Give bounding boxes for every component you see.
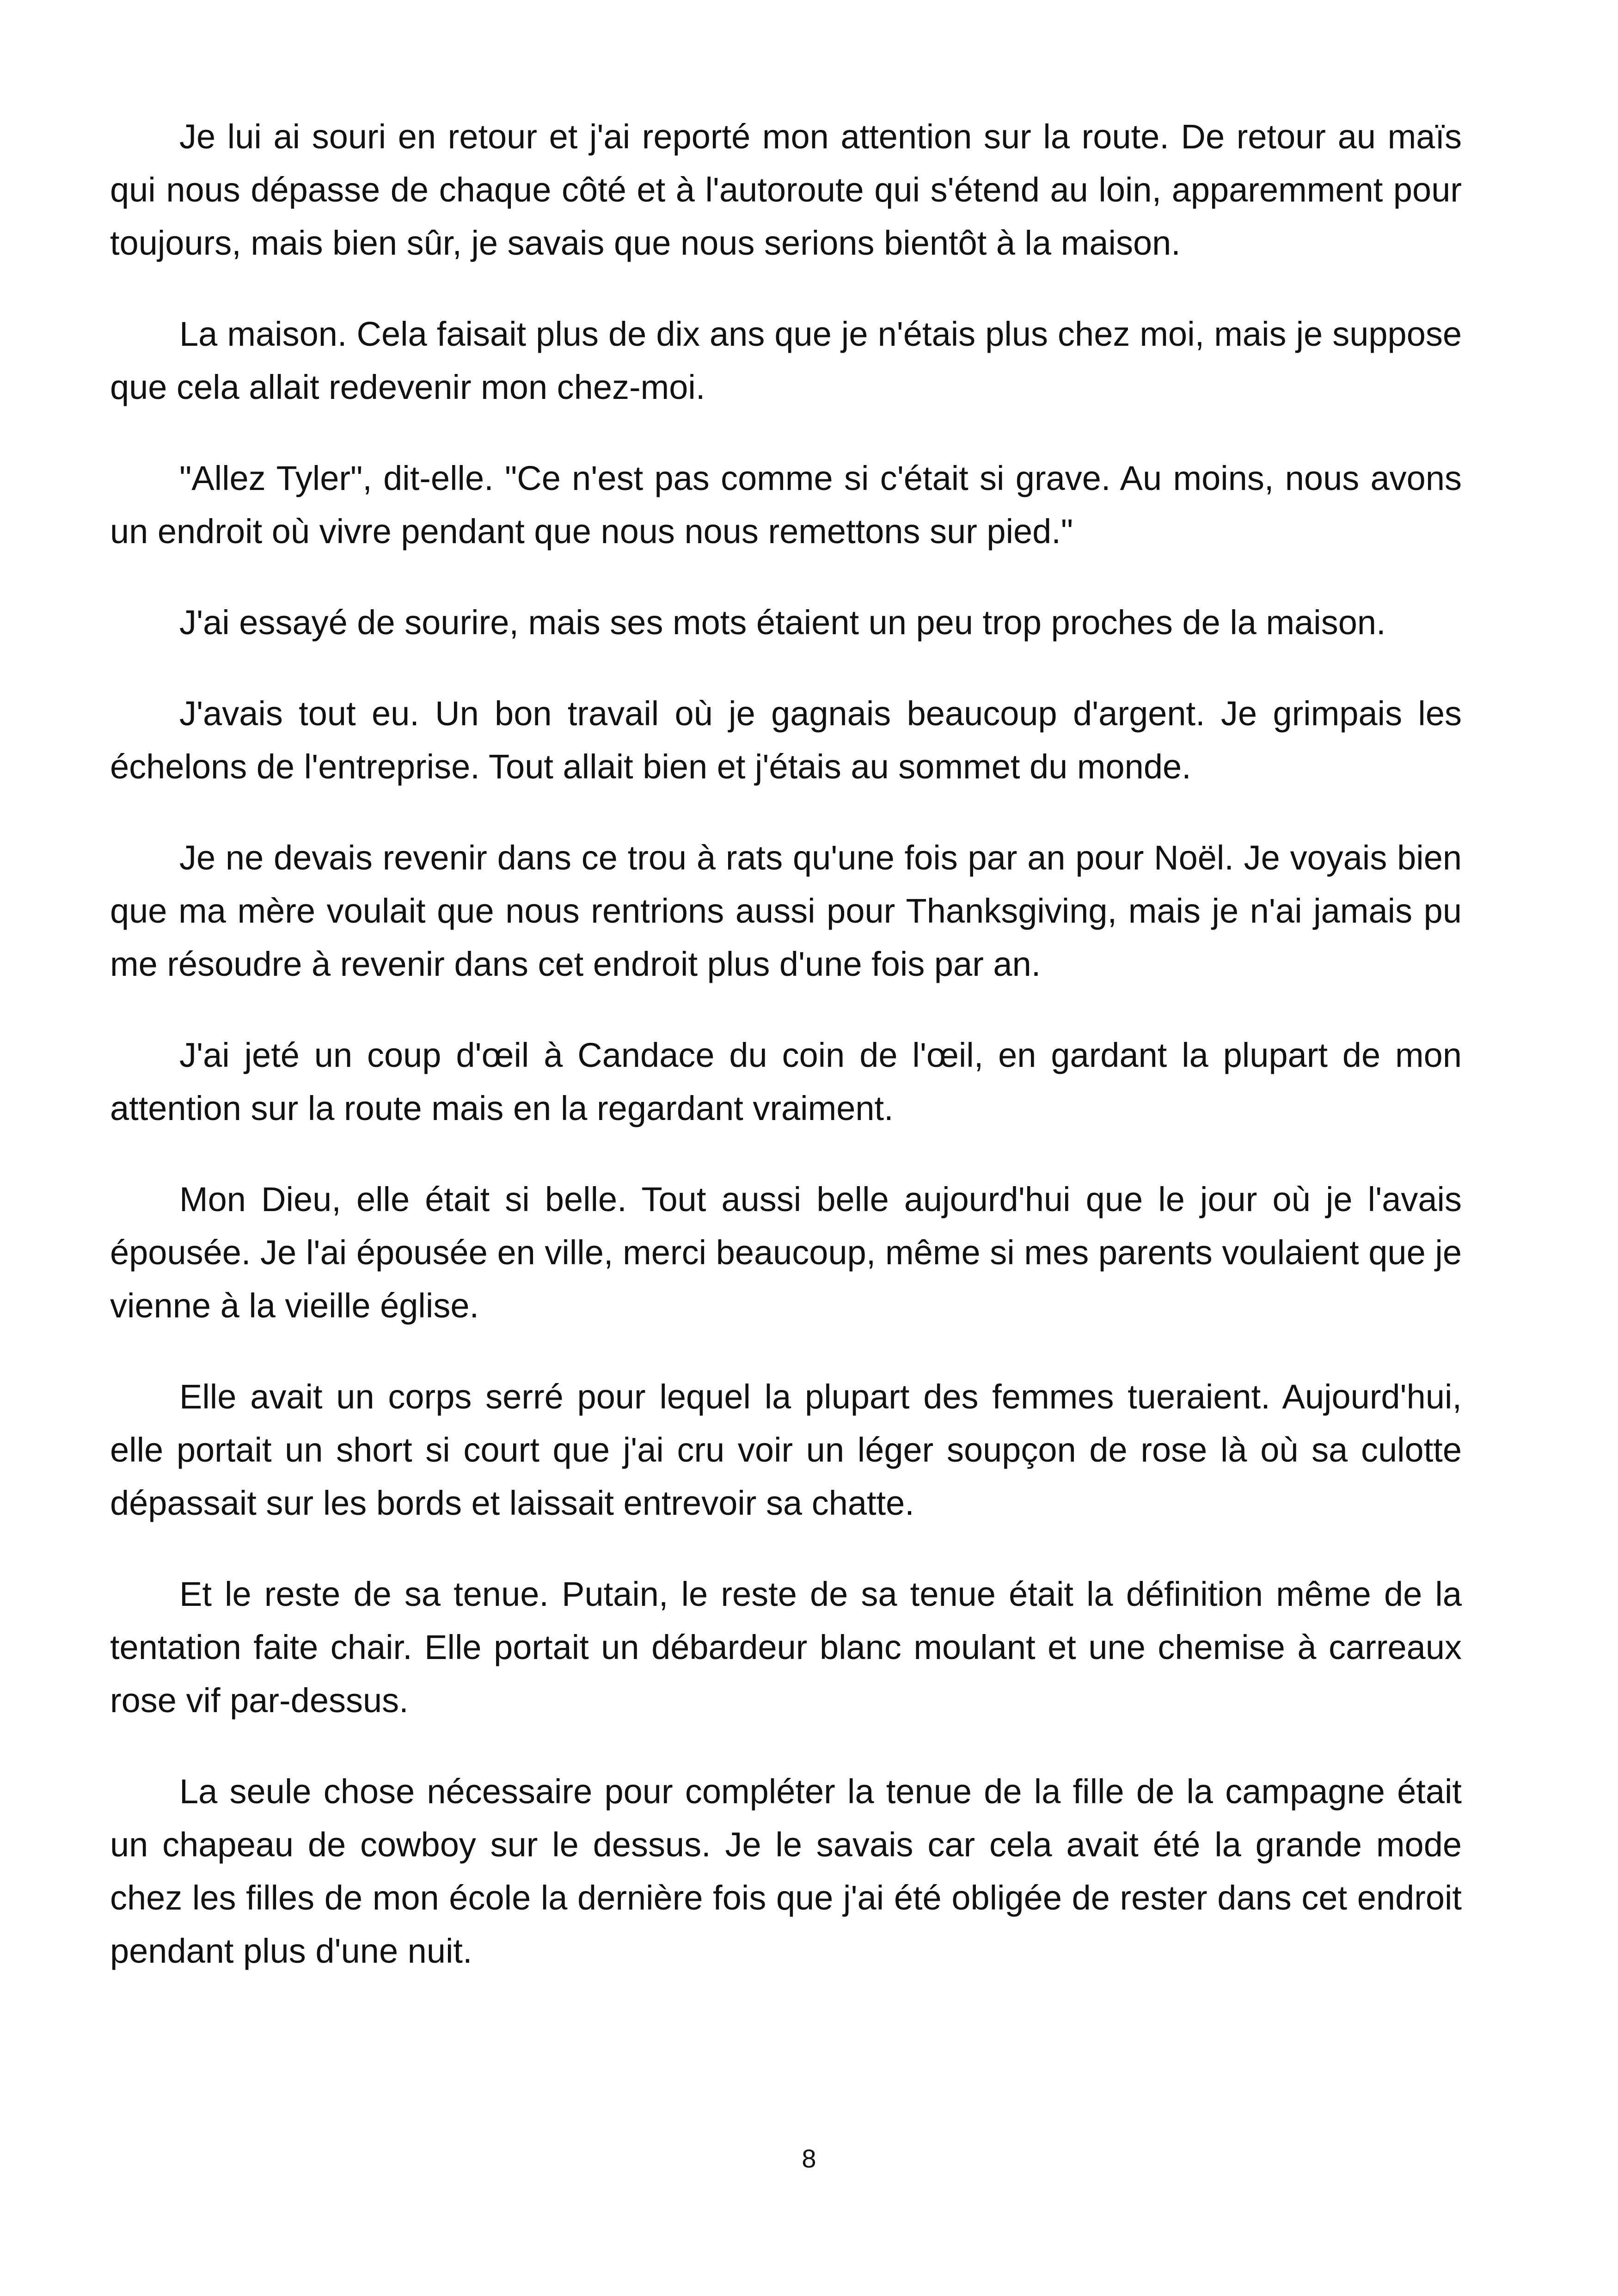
paragraph-5: J'avais tout eu. Un bon travail où je gagnais beaucoup d'argent. Je grimpais les échelons de l'entreprise. Tout allait bien et j'étais au sommet du monde.	[110, 694, 1462, 786]
paragraph-4: J'ai essayé de sourire, mais ses mots étaient un peu trop proches de la maison.	[179, 603, 1386, 642]
page-number: 8	[802, 2144, 816, 2173]
paragraph-1: Je lui ai souri en retour et j'ai reporté mon attention sur la route. De retour au maïs qui nous dépasse de chaque côté et à l'autoroute qui s'étend au loin, apparemment pour toujours, mais bien sûr, je savais que nous serions bientôt à la maison.	[110, 117, 1462, 262]
paragraph-2: La maison. Cela faisait plus de dix ans que je n'étais plus chez moi, mais je suppose que cela allait redevenir mon chez-moi.	[110, 315, 1462, 406]
paragraph-6: Je ne devais revenir dans ce trou à rats qu'une fois par an pour Noël. Je voyais bien que ma mère voulait que nous rentrions aussi pour Thanksgiving, mais je n'ai jamais pu me résoudre à revenir dans cet endroit plus d'une fois par an.	[110, 839, 1462, 983]
paragraph-8: Mon Dieu, elle était si belle. Tout aussi belle aujourd'hui que le jour où je l'avais épousée. Je l'ai épousée en ville, merci beaucoup, même si mes parents voulaient que je vienne à la vieille église.	[110, 1180, 1462, 1325]
paragraph-11: La seule chose nécessaire pour compléter la tenue de la fille de la campagne était un chapeau de cowboy sur le dessus. Je le savais car cela avait été la grande mode chez les filles de mon école la dernière fois que j'ai été obligée de rester dans cet endroit pendant plus d'une nuit.	[110, 1772, 1462, 1970]
paragraph-7: J'ai jeté un coup d'œil à Candace du coin de l'œil, en gardant la plupart de mon attention sur la route mais en la regardant vraiment.	[110, 1036, 1462, 1127]
body-text	[110, 110, 1462, 2015]
paragraph-9: Elle avait un corps serré pour lequel la plupart des femmes tueraient. Aujourd'hui, elle portait un short si court que j'ai cru voir un léger soupçon de rose là où sa culotte dépassait sur les bords et laissait entrevoir sa chatte.	[110, 1378, 1462, 1522]
paragraph-3: "Allez Tyler", dit-elle. "Ce n'est pas comme si c'était si grave. Au moins, nous avons un endroit où vivre pendant que nous nous remettons sur pied."	[110, 459, 1462, 551]
paragraph-10: Et le reste de sa tenue. Putain, le reste de sa tenue était la définition même de la tentation faite chair. Elle portait un débardeur blanc moulant et une chemise à carreaux rose vif par-dessus.	[110, 1575, 1462, 1720]
